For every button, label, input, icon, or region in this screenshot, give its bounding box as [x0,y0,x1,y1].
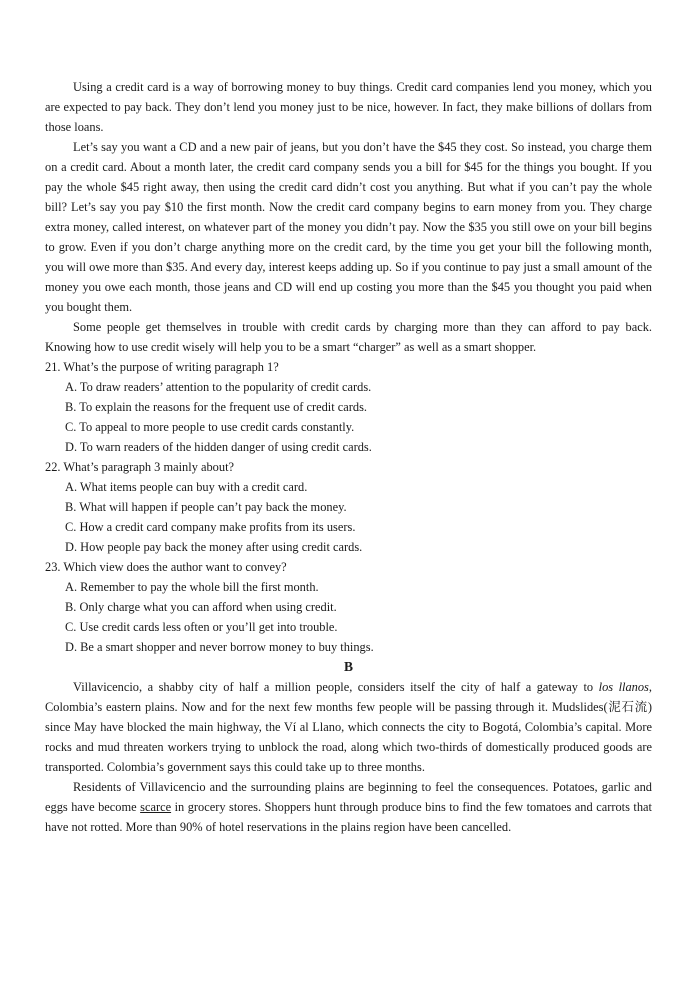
question-22-option-d: D. How people pay back the money after using credit cards. [65,540,363,554]
question-23-stem: 23. Which view does the author want to convey? [45,560,287,574]
passage-b-p1-italic: los llanos [598,680,649,694]
passage-b-p1-end: , Colombia’s eastern plains. Now and for the next few months few people will be passing through it. Mudslides(泥石流) since May have blocked the main highway, the Ví al Llano, which connects the city to Bogotá, Colombia’s capital. More rocks and mud threaten workers trying to unblock the road, along which two-thirds of domestically produced goods are transported. Colombia’s government says this could take up to three months. [45,680,652,774]
question-23 [45,557,652,657]
question-22-option-c: C. How a credit card company make profits from its users. [65,520,356,534]
underlined-word-scarce: scarce [140,800,172,814]
passage-b-paragraph-1 [45,677,652,777]
passage-b-heading: B [343,659,353,674]
question-21-stem: 21. What’s the purpose of writing paragraph 1? [45,360,279,374]
question-22-option-b: B. What will happen if people can’t pay back the money. [65,500,347,514]
passage-b-p2-start: Residents of Villavicencio and the surrounding plains are beginning to feel the consequences. Potatoes, garlic and eggs have become [45,780,652,814]
question-23-option-a: A. Remember to pay the whole bill the first month. [65,580,319,594]
question-23-option-d: D. Be a smart shopper and never borrow money to buy things. [65,640,374,654]
question-22-option-a: A. What items people can buy with a credit card. [65,480,308,494]
passage-a-paragraph-3: Some people get themselves in trouble with credit cards by charging more than they can afford to pay back. Knowing how to use credit wisely will help you to be a smart “charger” as well as a smart shopper. [45,320,652,354]
question-21-option-b: B. To explain the reasons for the frequent use of credit cards. [65,400,368,414]
question-21-option-d: D. To warn readers of the hidden danger of using credit cards. [65,440,372,454]
question-21-option-c: C. To appeal to more people to use credit cards constantly. [65,420,355,434]
passage-b-p2-end: in grocery stores. Shoppers hunt through produce bins to find the few tomatoes and carrots that have not rotted. More than 90% of hotel reservations in the plains region have been cancelled. [45,800,652,834]
exam-page [45,77,652,837]
passage-b-p1-start: Villavicencio, a shabby city of half a million people, considers itself the city of half a gateway to [73,680,599,694]
question-21 [45,357,652,457]
question-23-option-c: C. Use credit cards less often or you’ll get into trouble. [65,620,338,634]
passage-a-paragraph-2: Let’s say you want a CD and a new pair of jeans, but you don’t have the $45 they cost. So instead, you charge them on a credit card. About a month later, the credit card company sends you a bill for $45 for the things you bought. If you pay the whole $45 right away, then using the credit card didn’t cost you anything. But what if you can’t pay the whole bill? Let’s say you pay $10 the first month. Now the credit card company begins to earn money from you. They charge extra money, called interest, on whatever part of the money you didn’t pay. Now the $35 you still owe on your bill begins to grow. Even if you don’t charge anything more on the credit card, by the time you get your bill the following month, you will owe more than $35. And every day, interest keeps adding up. So if you continue to pay just a small amount of the money you owe each month, those jeans and CD will end up costing you more than the $45 you thought you paid when you bought them. [45,140,652,314]
question-23-option-b: B. Only charge what you can afford when using credit. [65,600,337,614]
question-22-stem: 22. What’s paragraph 3 mainly about? [45,460,235,474]
passage-a-paragraph-1: Using a credit card is a way of borrowing money to buy things. Credit card companies lend you money, which you are expected to pay back. They don’t lend you money just to be nice, however. In fact, they make billions of dollars from those loans. [45,80,652,134]
question-22 [45,457,652,557]
question-21-option-a: A. To draw readers’ attention to the popularity of credit cards. [65,380,372,394]
passage-b-paragraph-2 [45,777,652,837]
